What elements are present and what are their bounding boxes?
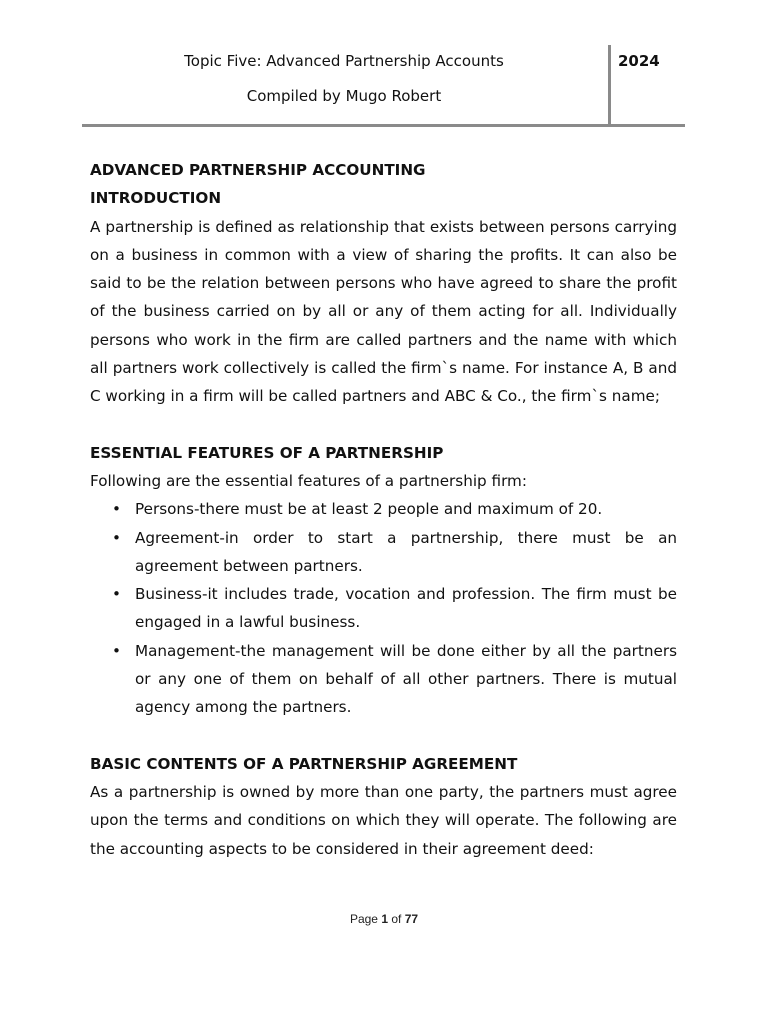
list-item-text: Management-the management will be done either by all the partners or any one of them on behalf of all other partners. There is mutual agency among the partners. xyxy=(135,641,677,717)
section-spacer xyxy=(90,411,677,439)
header-title: Topic Five: Advanced Partnership Accounts xyxy=(184,52,504,70)
bullet-icon: • xyxy=(112,500,121,519)
page-footer xyxy=(0,910,768,928)
bullet-icon: • xyxy=(112,585,121,604)
features-list xyxy=(90,495,677,721)
agreement-heading: BASIC CONTENTS OF A PARTNERSHIP AGREEMENT xyxy=(90,754,518,773)
agreement-paragraph: As a partnership is owned by more than one party, the partners must agree upon the terms and conditions on which they will operate. The following are the accounting aspects to be considered in their agreement deed: xyxy=(90,782,677,858)
header-horizontal-divider xyxy=(82,124,685,127)
bullet-icon: • xyxy=(112,528,121,547)
document-body xyxy=(90,156,677,863)
section-spacer xyxy=(90,722,677,750)
header-year: 2024 xyxy=(618,52,660,70)
list-item xyxy=(90,580,677,637)
list-item-text: Persons-there must be at least 2 people and maximum of 20. xyxy=(135,500,603,519)
list-item xyxy=(90,524,677,581)
features-heading: ESSENTIAL FEATURES OF A PARTNERSHIP xyxy=(90,443,444,462)
list-item xyxy=(90,495,677,523)
bullet-icon: • xyxy=(112,641,121,660)
intro-heading: INTRODUCTION xyxy=(90,189,222,208)
list-item-text: Business-it includes trade, vocation and profession. The firm must be engaged in a lawful business. xyxy=(135,585,677,632)
total-pages: 77 xyxy=(404,912,419,926)
of-label: of xyxy=(391,912,402,926)
page-header xyxy=(0,0,768,130)
main-heading: ADVANCED PARTNERSHIP ACCOUNTING xyxy=(90,161,426,179)
page-number: 1 xyxy=(381,912,388,926)
features-intro: Following are the essential features of a partnership firm: xyxy=(90,471,527,490)
list-item-text: Agreement-in order to start a partnership, there must be an agreement between partners. xyxy=(135,528,677,575)
intro-paragraph: A partnership is defined as relationship that exists between persons carrying on a business in common with a view of sharing the profits. It can also be said to be the relation between persons who have agreed to share the profit of the business carried on by all or any of them acting for all. Individually persons who work in the firm are called partners and the name with which all partners work collectively is called the firm`s name. For instance A, B and C working in a firm will be called partners and ABC & Co., the firm`s name; xyxy=(90,217,677,406)
header-compiler: Compiled by Mugo Robert xyxy=(246,87,442,105)
list-item xyxy=(90,637,677,722)
page-label: Page xyxy=(349,912,378,926)
header-vertical-divider xyxy=(608,45,611,127)
